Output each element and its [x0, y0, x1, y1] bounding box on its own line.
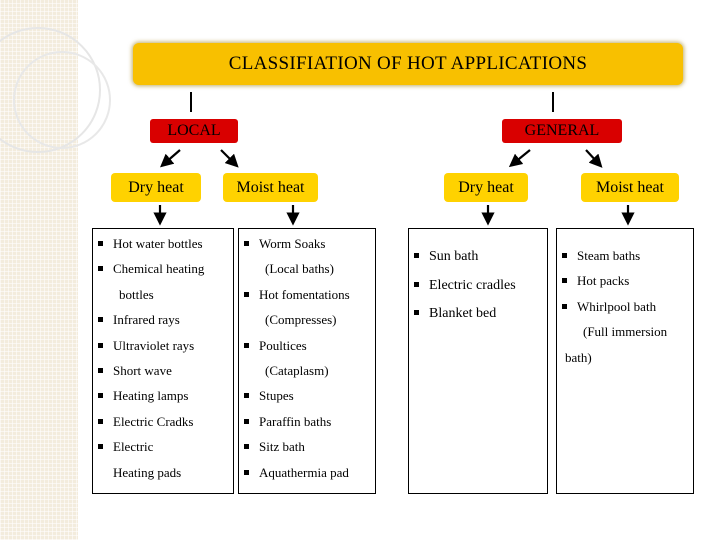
list-item: bath)	[565, 349, 592, 365]
list-item: Heating pads	[113, 464, 182, 480]
list-item: Sitz bath	[239, 434, 375, 459]
list-item: Blanket bed	[409, 300, 547, 329]
list-item: Aquathermia pad	[239, 460, 375, 485]
subcategory-general-dry-heat: Dry heat	[444, 173, 528, 202]
subcategory-local-dry-heat: Dry heat	[111, 173, 201, 202]
list-general-dry-heat	[408, 228, 548, 494]
list-item: (Full immersion	[583, 324, 668, 340]
list-item: Stupes	[239, 383, 375, 408]
list-local-dry-heat	[92, 228, 234, 494]
list-item: Worm Soaks	[239, 231, 375, 256]
list-local-moist-heat	[238, 228, 376, 494]
list-item: Hot fomentations	[239, 282, 375, 307]
list-item: Short wave	[93, 358, 233, 383]
list-item: Electric cradles	[409, 272, 547, 301]
list-item: Steam baths	[557, 243, 693, 268]
subcategory-local-moist-heat: Moist heat	[223, 173, 318, 202]
diagram-title: CLASSIFIATION OF HOT APPLICATIONS	[133, 43, 683, 85]
category-local: LOCAL	[150, 119, 238, 143]
list-item: Sun bath	[409, 243, 547, 272]
list-item: (Compresses)	[265, 312, 337, 328]
list-item: (Cataplasm)	[265, 363, 329, 379]
arrow-local-to-moist	[221, 150, 234, 163]
arrow-general-to-moist	[586, 150, 598, 163]
arrow-local-to-dry	[165, 150, 180, 163]
list-item: Infrared rays	[93, 307, 233, 332]
list-item: Ultraviolet rays	[93, 333, 233, 358]
list-item: Whirlpool bath	[557, 294, 693, 319]
list-item: Electric Cradks	[93, 409, 233, 434]
subcategory-general-moist-heat: Moist heat	[581, 173, 679, 202]
list-item: (Local baths)	[265, 261, 334, 277]
list-general-moist-heat	[556, 228, 694, 494]
arrow-general-to-dry	[514, 150, 530, 163]
list-item: Chemical heating	[93, 256, 233, 281]
list-item: Hot packs	[557, 268, 693, 293]
list-item: Electric	[93, 434, 233, 459]
category-general: GENERAL	[502, 119, 622, 143]
list-item: Heating lamps	[93, 383, 233, 408]
list-item: Hot water bottles	[93, 231, 233, 256]
list-item: bottles	[119, 286, 154, 302]
list-item: Paraffin baths	[239, 409, 375, 434]
list-item: Poultices	[239, 333, 375, 358]
